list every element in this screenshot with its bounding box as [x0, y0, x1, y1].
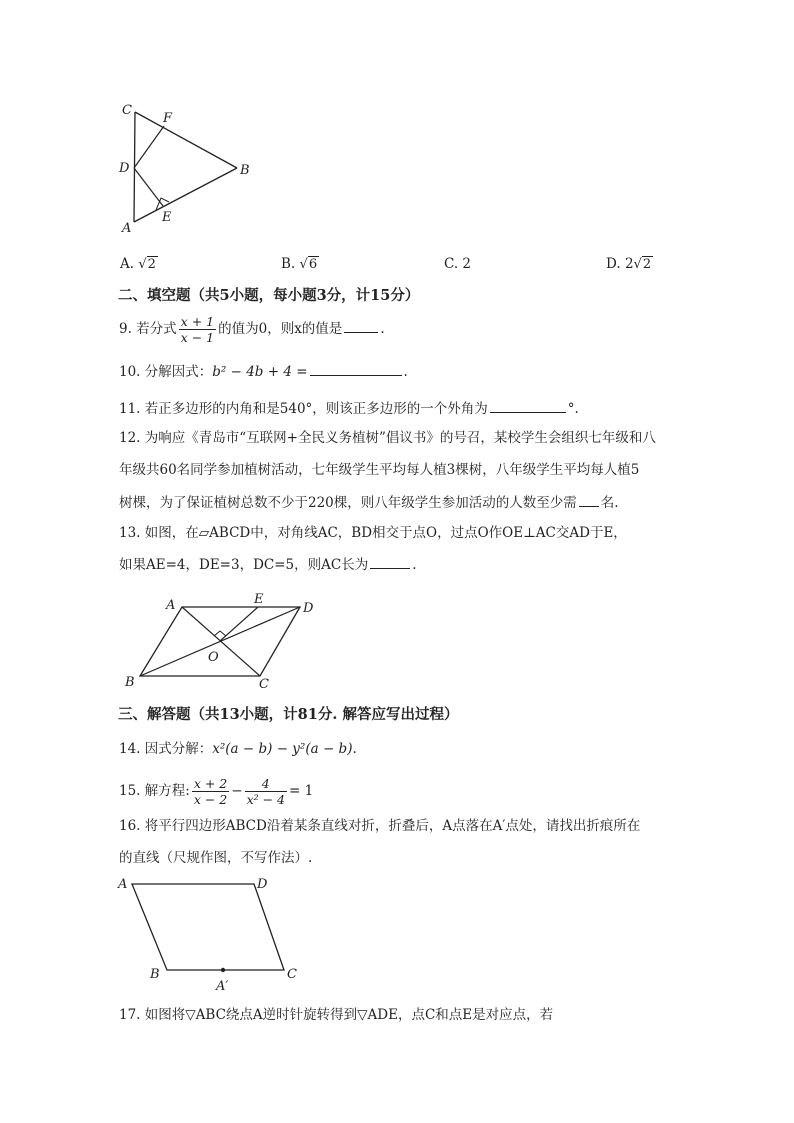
label-E: E — [254, 592, 264, 607]
choice-a — [120, 254, 158, 275]
q9-post: 的值为0，则x的值是 — [218, 321, 343, 337]
question-16-line-2: 的直线（尺规作图，不写作法）. — [119, 850, 313, 866]
choice-a-label: A. — [120, 256, 135, 272]
question-12-line-2: 年级共60名同学参加植树活动，七年级学生平均每人植3棵树，八年级学生平均每人植5 — [119, 462, 640, 478]
choice-d — [606, 254, 653, 275]
question-17-line-1: 17. 如图将▽ABC绕点A逆时针旋转得到▽ADE，点C和点E是对应点，若 — [119, 1007, 554, 1023]
choice-d-coef: 2 — [624, 256, 634, 272]
choice-d-label: D. — [606, 256, 621, 272]
q9-answer-blank — [344, 318, 378, 333]
q14-pre: 14. 因式分解： — [119, 741, 213, 757]
q9-fraction — [179, 314, 216, 345]
question-13-line-1: 13. 如图，在▱ABCD中，对角线AC，BD相交于点O，过点O作OE⊥AC交AD于E， — [119, 525, 627, 541]
q11-answer-blank — [490, 398, 566, 413]
question-12-line-1: 12. 为响应《青岛市“互联网+全民义务植树”倡议书》的号召，某校学生会组织七年级和八 — [119, 430, 656, 446]
q11-pre: 11. 若正多边形的内角和是540°，则该正多边形的一个外角为 — [119, 401, 488, 417]
choice-b-label: B. — [281, 256, 296, 272]
parallelogram-ABCD — [132, 884, 284, 970]
sqrt-symbol: √6 — [299, 257, 318, 272]
q15-f2-numerator: 4 — [245, 776, 287, 792]
label-C: C — [287, 967, 297, 982]
q15-pre: 15. 解方程: — [119, 783, 190, 799]
question-13-line-2 — [119, 554, 417, 575]
q10-end: . — [403, 364, 408, 380]
q10-pre: 10. 分解因式： — [119, 364, 213, 380]
question-11 — [119, 398, 579, 419]
q9-end: . — [380, 321, 385, 337]
label-D: D — [257, 877, 268, 892]
q12-line3a: 树棵，为了保证植树总数不少于220棵，则八年级学生参加活动的人数至少需 — [119, 495, 577, 511]
question-15 — [119, 776, 313, 807]
label-D: D — [119, 161, 130, 176]
q10-expression: b² − 4b + 4 = — [212, 364, 308, 380]
q12-answer-blank — [579, 492, 599, 507]
label-A-prime: A′ — [216, 979, 229, 992]
choice-a-radicand: 2 — [147, 257, 156, 272]
q15-f1-numerator: x + 2 — [193, 776, 228, 791]
label-F: F — [163, 111, 173, 126]
question-16-line-1: 16. 将平行四边形ABCD沿着某条直线对折，折叠后，A点落在A′点处，请找出折痕所在 — [119, 818, 641, 834]
question-14 — [119, 739, 357, 759]
label-A: A — [166, 598, 176, 613]
label-D: D — [303, 601, 314, 616]
segment-DE — [134, 168, 163, 206]
q15-minus: − — [231, 783, 243, 799]
label-O: O — [208, 650, 219, 665]
point-A-prime — [221, 968, 225, 972]
q14-end: . — [352, 741, 357, 757]
figure-parallelogram-diagonals — [118, 590, 328, 694]
q10-answer-blank — [310, 361, 402, 376]
q12-line3b: 名. — [600, 495, 619, 511]
q15-fraction-2 — [245, 776, 287, 807]
q13-line2b: . — [412, 557, 417, 573]
choice-b — [281, 254, 319, 275]
choice-b-radicand: 6 — [308, 257, 318, 272]
label-B: B — [125, 675, 135, 690]
figure-parallelogram-fold — [112, 872, 312, 992]
segment-DF — [134, 126, 164, 168]
q13-line2a: 如果AE=4，DE=3，DC=5，则AC长为 — [119, 557, 369, 573]
sqrt-symbol: √2 — [138, 257, 156, 272]
q9-pre: 9. 若分式 — [119, 321, 177, 337]
choice-c — [444, 254, 471, 274]
label-C: C — [259, 677, 269, 692]
label-B: B — [150, 967, 160, 982]
q11-end: °. — [567, 401, 579, 417]
q9-denominator: x − 1 — [180, 330, 215, 345]
q15-equals: = 1 — [289, 783, 314, 799]
label-A: A — [122, 221, 132, 236]
section-3-title: 三、解答题（共13小题，计81分. 解答应写出过程） — [118, 706, 459, 723]
q9-numerator: x + 1 — [180, 314, 215, 329]
segment-AB — [134, 168, 237, 222]
q15-fraction-1 — [192, 776, 229, 807]
right-angle-mark — [214, 631, 226, 636]
q15-f2-denominator: x² − 4 — [246, 792, 285, 807]
question-9 — [119, 314, 385, 345]
segment-CB — [135, 112, 237, 168]
diagonal-BD — [140, 607, 300, 676]
label-B: B — [240, 163, 250, 178]
label-C: C — [122, 103, 132, 118]
choice-c-label: C. 2 — [444, 256, 472, 272]
sqrt-symbol: √2 — [633, 257, 652, 272]
section-2-title: 二、填空题（共5小题，每小题3分，计15分） — [118, 287, 420, 304]
question-12-line-3 — [119, 492, 619, 513]
q15-f1-denominator: x − 2 — [193, 792, 228, 807]
figure-triangle — [110, 98, 260, 238]
choice-d-radicand: 2 — [642, 257, 652, 272]
question-10 — [119, 361, 408, 382]
label-A: A — [118, 877, 128, 892]
q13-answer-blank — [370, 554, 410, 569]
label-E: E — [162, 210, 172, 225]
q14-expression: x²(a − b) − y²(a − b) — [212, 741, 353, 757]
